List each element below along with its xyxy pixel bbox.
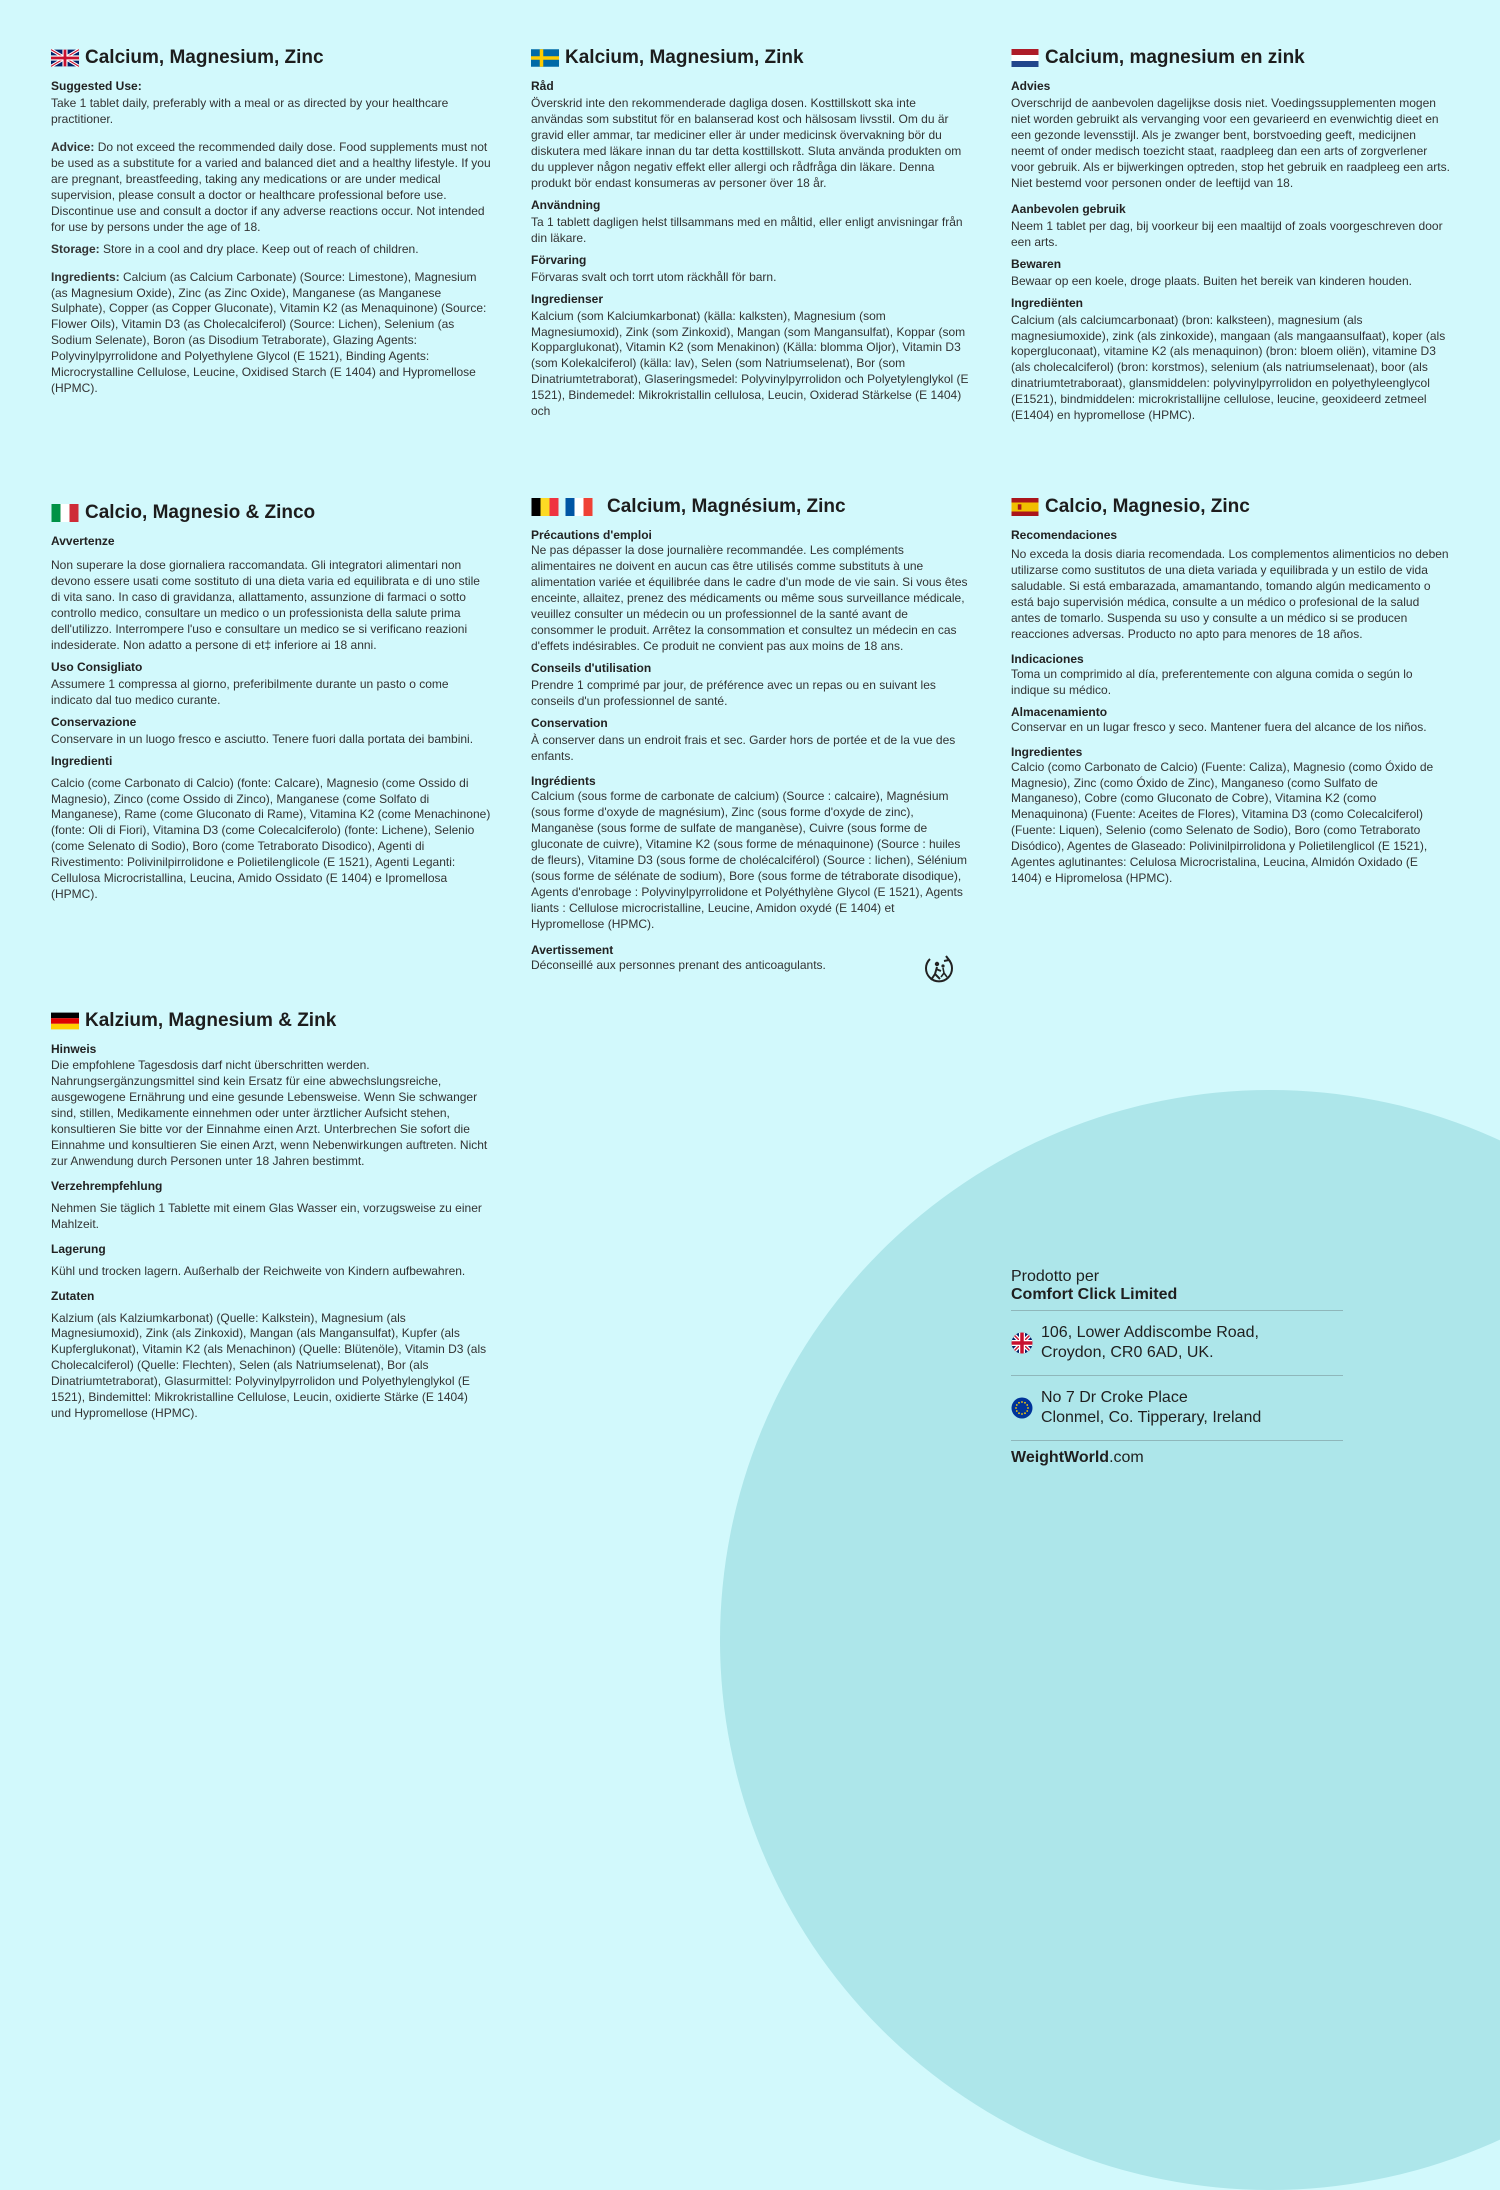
section-french-header	[531, 496, 971, 518]
divider	[1011, 1310, 1343, 1311]
section-italian-header	[51, 502, 491, 524]
section-english-header	[51, 47, 491, 69]
use-label: Aanbevolen gebruik	[1011, 201, 1126, 216]
ingredients-label: Ingrédients	[531, 774, 596, 789]
france-flag-icon	[565, 498, 593, 516]
advice-paragraph	[51, 140, 491, 236]
germany-flag-icon	[51, 1012, 79, 1030]
advice-label: Advice:	[51, 139, 95, 154]
storage-text: Förvaras svalt och torrt utom räckhåll för barn.	[531, 269, 777, 284]
use-text: Toma un comprimido al día, preferentemente con alguna comida o según lo indique su médico.	[1011, 666, 1413, 697]
ingredients-label: Ingredienser	[531, 291, 604, 306]
uk-address-line-1: 106, Lower Addiscombe Road,	[1041, 1324, 1259, 1341]
storage-text: Store in a cool and dry place. Keep out of reach of children.	[103, 241, 419, 256]
storage-text: Conservare in un luogo fresco e asciutto. Tenere fuori dalla portata dei bambini.	[51, 731, 474, 746]
advice-label: Hinweis	[51, 1042, 97, 1056]
warning-label: Avertissement	[531, 943, 614, 958]
sweden-flag-icon	[531, 49, 559, 67]
section-title: Calcio, Magnesio & Zinco	[85, 502, 316, 523]
section-italian	[51, 502, 491, 903]
brand-domain: .com	[1109, 1449, 1144, 1466]
storage-label: Förvaring	[531, 252, 587, 267]
advice-text: Do not exceed the recommended daily dose. Food supplements must not be used as a substitute for a varied and balanced diet and a healthy lifestyle. If you are pregnant, breastfeeding, taking any medications or are under medical supervision, please consult a doctor or healthcare professional before use. Discontinue use and consult a doctor if any adverse reactions occur. Not intended for use by persons under the age of 18.	[51, 139, 491, 234]
divider	[1011, 1440, 1343, 1441]
ingredients-text: Calcium (sous forme de carbonate de calcium) (Source : calcaire), Magnésium (sous forme d'oxyde de magnésium), Zinc (sous forme d'oxyde de zinc), Manganèse (sous forme de sulfate de manganèse), Cuivre (sous forme de gluconate de cuivre), Vitamine K2 (sous forme de ménaquinone) (Source : huiles de fleurs), Vitamine D3 (sous forme de cholécalciférol) (Source : lichen), Sélénium (sous forme de sélénate de sodium), Bore (sous forme de tétraborate disodique), Agents d'enrobage : Polyvinylpyrrolidone et Polyéthylène Glycol (E 1521), Agents liants : Cellulose microcristalline, Leucine, Amidon oxydé (E 1404) et Hypromellose (HPMC).	[531, 789, 967, 932]
advice-label: Råd	[531, 79, 554, 93]
brand-name: WeightWorld	[1011, 1449, 1110, 1466]
ingredients-label: Ingredientes	[1011, 744, 1083, 759]
use-label: Suggested Use:	[51, 79, 142, 93]
divider	[1011, 1375, 1343, 1376]
section-english	[51, 47, 491, 397]
uk-address	[1011, 1317, 1343, 1369]
uk-flag-icon	[51, 49, 79, 67]
ingredients-text: Calcio (come Carbonato di Calcio) (fonte: Calcare), Magnesio (come Ossido di Magnesio), Zinco (come Ossido di Zinco), Manganese (come Solfato di Manganese), Rame (come Gluconato di Rame), Vitamina K2 (come Menachinone) (fonte: Oli di Fiori), Vitamina D3 (come Colecalciferolo) (fonte: Lichene), Selenio (come Selenato di Sodio), Boro (come Tetraborato Disodico), Agenti di Rivestimento: Polivinilpirrolidone e Polietilenglicole (E 1521), Agenti Leganti: Cellulosa Microcristallina, Leucina, Amido Ossidato (E 1404) e Ipromellosa (HPMC).	[51, 775, 491, 902]
use-text: Nehmen Sie täglich 1 Tablette mit einem Glas Wasser ein, vorzugsweise zu einer Mahlzeit.	[51, 1200, 482, 1231]
use-label: Användning	[531, 197, 601, 212]
advice-label: Advies	[1011, 79, 1051, 93]
storage-text: Kühl und trocken lagern. Außerhalb der Reichweite von Kindern aufbewahren.	[51, 1263, 466, 1278]
storage-label: Conservation	[531, 715, 608, 730]
section-dutch-header	[1011, 47, 1451, 69]
section-title: Calcium, Magnesium, Zinc	[85, 47, 324, 68]
section-swedish-header	[531, 47, 971, 69]
storage-text: À conserver dans un endroit frais et sec. Garder hors de portée et de la vue des enfants.	[531, 732, 956, 763]
ireland-address-line-2: Clonmel, Co. Tipperary, Ireland	[1041, 1409, 1262, 1426]
storage-paragraph	[51, 242, 491, 258]
use-label: Conseils d'utilisation	[531, 660, 652, 675]
ingredients-label: Zutaten	[51, 1288, 95, 1303]
advice-label: Précautions d'emploi	[531, 528, 652, 542]
use-text: Ta 1 tablett dagligen helst tillsammans med en måltid, eller enligt anvisningar från din läkare.	[531, 214, 963, 245]
section-title: Kalcium, Magnesium, Zink	[565, 47, 804, 68]
advice-text: Överskrid inte den rekommenderade dagliga dosen. Kosttillskott ska inte användas som substitut för en balanserad kost och hälsosam livsstil. Om du är gravid eller ammar, tar mediciner eller är under medicinsk övervakning bör du diskutera med läkare innan du tar detta kosttillskott. Sluta använda produkten om du upplever någon negativ effekt eller allergi och rådfråga din läkare. Denna produkt bör endast konsumeras av personer över 18 år.	[531, 96, 962, 190]
advice-text: Non superare la dose giornaliera raccomandata. Gli integratori alimentari non devono essere usati come sostituto di una dieta varia ed equilibrata e di uno stile di vita sano. In caso di gravidanza, allattamento, assunzione di farmaci o sotto controllo medico, consultare un medico o un professionista della salute prima dell'utilizzo. Interrompere l'uso e consultare un medico se si verificano reazioni indesiderate. Non adatto a persone di et‡ inferiore ai 18 anni.	[51, 558, 480, 652]
use-text: Neem 1 tablet per dag, bij voorkeur bij een maaltijd of zoals voorgeschreven door een arts.	[1011, 218, 1443, 249]
company-name: Comfort Click Limited	[1011, 1286, 1178, 1303]
advice-text: Overschrijd de aanbevolen dagelijkse dosis niet. Voedingssupplementen mogen niet worden gebruikt als vervanging voor een gevarieerd en evenwichtig dieet en een gezonde levensstijl. Als je zwanger bent, borstvoeding geeft, medicijnen neemt of onder medisch toezicht staat, raadpleeg dan een arts of zorgverlener voor gebruik. Als er bijwerkingen optreden, stop het gebruik en raadpleeg een arts. Niet bestemd voor personen onder de leeftijd van 18.	[1011, 96, 1450, 190]
ireland-address	[1011, 1382, 1343, 1434]
netherlands-flag-icon	[1011, 49, 1039, 67]
use-text: Take 1 tablet daily, preferably with a meal or as directed by your healthcare practitioner.	[51, 96, 449, 126]
italy-flag-icon	[51, 504, 79, 522]
ingredients-label: Ingredienti	[51, 753, 113, 768]
advice-label: Recomendaciones	[1011, 528, 1118, 542]
use-text: Assumere 1 compressa al giorno, preferibilmente durante un pasto o come indicato dal tuo medico curante.	[51, 676, 449, 707]
advice-text: No exceda la dosis diaria recomendada. Los complementos alimenticios no deben utilizarse como sustitutos de una dieta variada y equilibrada y un estilo de vida saludable. Si está embarazada, amamantando, tomando algún medicamento o está bajo supervisión médica, consulte a un médico o profesional de la salud antes de tomarlo. Suspenda su uso y consulte a un médico si se producen reacciones adversas. Producto no apto para menores de 18 años.	[1011, 547, 1449, 641]
storage-label: Storage:	[51, 241, 100, 256]
ingredients-label: Ingrediënten	[1011, 295, 1084, 310]
section-german	[51, 1010, 491, 1422]
warning-text: Déconseillé aux personnes prenant des anticoagulants.	[531, 958, 826, 973]
storage-text: Conservar en un lugar fresco y seco. Mantener fuera del alcance de los niños.	[1011, 719, 1427, 734]
use-label: Uso Consigliato	[51, 659, 143, 674]
section-german-header	[51, 1010, 491, 1032]
section-spanish	[1011, 496, 1451, 887]
advice-text: Die empfohlene Tagesdosis darf nicht überschritten werden. Nahrungsergänzungsmittel sind kein Ersatz für eine abwechslungsreiche, ausgewogene Ernährung und eine gesunde Lebensweise. Wenn Sie schwanger sind, stillen, Medikamente einnehmen oder unter ärztlicher Aufsicht stehen, konsultieren Sie bitte vor der Einnahme einen Arzt. Unterbrechen Sie sofort die Einnahme und konsultieren Sie einen Arzt, wenn Nebenwirkungen auftreten. Nicht zur Anwendung durch Personen unter 18 Jahren bestimmt.	[51, 1058, 488, 1168]
advice-label: Avvertenze	[51, 534, 115, 548]
section-dutch	[1011, 47, 1451, 424]
section-spanish-header	[1011, 496, 1451, 518]
storage-label: Lagerung	[51, 1241, 106, 1256]
section-french	[531, 496, 971, 974]
ingredients-text: Calcio (como Carbonato de Calcio) (Fuente: Caliza), Magnesio (como Óxido de Magnesio), Zinc (como Óxido de Zinc), Manganeso (como Sulfato de Manganeso), Cobre (como Gluconato de Cobre), Vitamina K2 (como Menaquinona) (Fuente: Aceites de Flores), Vitamina D3 (como Colecalciferol) (Fuente: Liquen), Selenio (como Selenato de Sodio), Boro (como Tetraborato Disódico), Agentes de Glaseado: Polivinilpirrolidona y Polietilenglicol (E 1521), Agentes aglutinantes: Celulosa Microcristalina, Leucina, Almidón Oxidado (E 1404) e Hipromelosa (HPMC).	[1011, 759, 1434, 886]
brand-website	[1011, 1447, 1343, 1467]
uk-flag-icon	[1011, 1332, 1033, 1354]
ingredients-text: Kalcium (som Kalciumkarbonat) (källa: kalksten), Magnesium (som Magnesiumoxid), Zink (som Zinkoxid), Mangan (som Mangansulfat), Koppar (som Kopparglukonat), Vitamin K2 (som Menakinon) (Källa: blomma Oljor), Vitamin D3 (som Kolekalciferol) (källa: lav), Selen (som Natriumselenat), Bor (som Dinatriumtetraborat), Glaseringsmedel: Polyvinylpyrrolidon och Polyetylenglykol (E 1521), Bindemedel: Mikrokristallin cellulosa, Leucin, Oxiderad Stärkelse (E 1404) och	[531, 308, 969, 419]
manufacturer-footer	[1011, 1268, 1343, 1467]
triman-recycling-icon	[922, 955, 956, 987]
section-swedish	[531, 47, 971, 420]
ingredients-paragraph	[51, 270, 491, 398]
storage-label: Conservazione	[51, 714, 137, 729]
section-title: Calcio, Magnesio, Zinc	[1045, 496, 1250, 517]
made-by-label: Prodotto per	[1011, 1268, 1100, 1285]
storage-label: Almacenamiento	[1011, 704, 1108, 719]
use-text: Prendre 1 comprimé par jour, de préférence avec un repas ou en suivant les conseils d'un professionnel de santé.	[531, 677, 936, 708]
ingredients-text: Calcium (as Calcium Carbonate) (Source: Limestone), Magnesium (as Magnesium Oxide), Zinc (as Zinc Oxide), Manganese (as Manganese Sulphate), Copper (as Copper Gluconate), Vitamin K2 (as Menaquinone) (Source: Flower Oils), Vitamin D3 (as Cholecalciferol) (Source: Lichen), Selenium (as Sodium Selenate), Boron (as Disodium Tetraborate), Glazing Agents: Polyvinylpyrrolidone and Polyethylene Glycol (E 1521), Binding Agents: Microcrystalline Cellulose, Leucine, Oxidised Starch (E 1404) and Hypromellose (HPMC).	[51, 269, 487, 396]
section-title: Kalzium, Magnesium & Zink	[85, 1010, 337, 1031]
ingredients-label: Ingredients:	[51, 269, 120, 284]
section-title: Calcium, magnesium en zink	[1045, 47, 1305, 68]
storage-text: Bewaar op een koele, droge plaats. Buiten het bereik van kinderen houden.	[1011, 273, 1412, 288]
background-circle	[720, 1090, 1500, 2190]
belgium-flag-icon	[531, 498, 559, 516]
advice-text: Ne pas dépasser la dose journalière recommandée. Les compléments alimentaires ne doivent en aucun cas être utilisés comme substituts à une alimentation variée et équilibrée dans le cadre d'un mode de vie sain. Si vous êtes enceinte, allaitez, prenez des médicaments ou même sous surveillance médicale, veuillez consulter un médecin ou un professionnel de la santé avant de consommer le produit. Arrêtez la consommation et consultez un médecin en cas d'effets indésirables. Ce produit ne convient pas aux moins de 18 ans.	[531, 543, 968, 653]
spain-flag-icon	[1011, 498, 1039, 516]
storage-label: Bewaren	[1011, 256, 1062, 271]
use-label: Indicaciones	[1011, 651, 1084, 666]
eu-flag-icon	[1011, 1397, 1033, 1419]
use-label: Verzehrempfehlung	[51, 1178, 163, 1193]
section-title: Calcium, Magnésium, Zinc	[607, 496, 846, 517]
ireland-address-line-1: No 7 Dr Croke Place	[1041, 1389, 1188, 1406]
uk-address-line-2: Croydon, CR0 6AD, UK.	[1041, 1344, 1214, 1361]
ingredients-text: Calcium (als calciumcarbonaat) (bron: kalksteen), magnesium (als magnesiumoxide), zink (als zinkoxide), mangaan (als mangaansulfaat), koper (als kopergluconaat), vitamine K2 (als menaquinon) (bron: bloem oliën), vitamine D3 (als cholecalciferol) (bron: korstmos), selenium (als natriumselenaat), boor (als dinatriumtetraboraat), glansmiddelen: polyvinylpyrrolidon en polyethyleenglycol (E1521), bindmiddelen: microkristallijne cellulose, leucine, geoxideerd zetmeel (E1404) en hypromellose (HPMC).	[1011, 312, 1446, 423]
ingredients-text: Kalzium (als Kalziumkarbonat) (Quelle: Kalkstein), Magnesium (als Magnesiumoxid), Zink (als Zinkoxid), Mangan (als Mangansulfat), Kupfer (als Kupferglukonat), Vitamin K2 (als Menachinon) (Quelle: Blütenöle), Vitamin D3 (als Cholecalciferol) (Quelle: Flechten), Selen (als Natriumselenat), Bor (als Dinatriumtetraborat), Glasurmittel: Polyvinylpyrrolidon und Polyethylenglykol (E 1521), Bindemittel: Mikrokristalline Cellulose, Leucin, oxidierte Stärke (E 1404) und Hypromellose (HPMC).	[51, 1310, 487, 1421]
